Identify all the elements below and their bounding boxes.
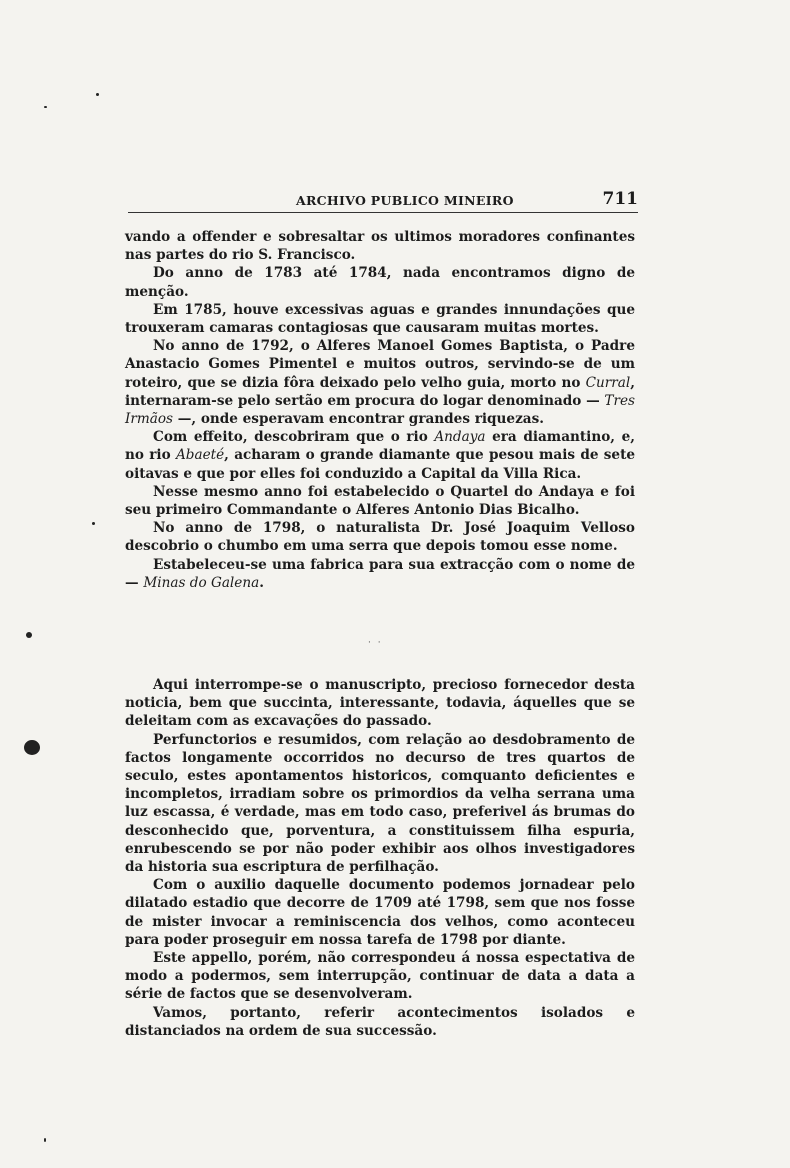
text-run: era diamantino, e, no rio: [125, 429, 635, 464]
place-name: Tres Irmãos: [125, 392, 635, 428]
river-name: Abaeté: [175, 447, 225, 464]
paragraph: Com o auxilio daquelle documento podemos jornadear pelo dilatado estadio que decorre de 1709 até 1798, sem que nos fosse de mister invocar a reminiscencia dos velhos, como aconteceu para poder proseguir em nossa tarefa de 1798 por diante.: [125, 877, 635, 948]
paragraph: [125, 428, 635, 483]
paragraph: Nesse mesmo anno foi estabelecido o Quartel do Andaya e foi seu primeiro Commandante o Alferes Antonio Dias Bicalho.: [125, 483, 635, 519]
body-section-history: [125, 228, 635, 592]
text-run: —, onde esperavam encontrar grandes riquezas.: [173, 411, 544, 428]
paragraph: Vamos, portanto, referir acontecimentos isolados e distanciados na ordem de sua successão.: [125, 1004, 635, 1039]
scan-speck: [92, 522, 95, 525]
page-number: 711: [602, 189, 638, 209]
header-rule: [128, 212, 638, 213]
paragraph: Do anno de 1783 até 1784, nada encontramos digno de menção.: [125, 265, 635, 300]
body-section-commentary: [125, 676, 635, 1040]
paragraph: Em 1785, houve excessivas aguas e grandes innundações que trouxeram camaras contagiosas que causaram muitas mortes.: [125, 301, 635, 337]
scan-speck: [44, 106, 47, 108]
scan-speck: [26, 632, 32, 638]
paragraph: [125, 556, 635, 592]
text-run: Estabeleceu-se uma fabrica para sua extracção com o nome de —: [125, 556, 635, 591]
river-name: Andaya: [434, 429, 486, 446]
paragraph: vando a offender e sobresaltar os ultimos moradores confinantes nas partes do rio S. Francisco.: [125, 229, 635, 264]
text-run: No anno de 1792, o Alferes Manoel Gomes Baptista, o Padre Anastacio Gomes Pimentel e muitos outros, servindo-se de um roteiro, que se dizia fôra deixado pelo velho guia, morto no: [125, 338, 635, 391]
place-name: Minas do Galena: [143, 574, 260, 591]
paragraph: Este appello, porém, não correspondeu á nossa espectativa de modo a podermos, sem interrupção, continuar de data a data a série de factos que se desenvolveram.: [125, 950, 635, 1003]
paragraph: Aqui interrompe-se o manuscripto, precioso fornecedor desta noticia, bem que succinta, interessante, todavia, áquelles que se deleitam com as excavações do passado.: [125, 677, 635, 730]
text-run: , internaram-se pelo sertão em procura do logar denominado —: [125, 374, 635, 409]
paragraph: No anno de 1798, o naturalista Dr. José Joaquim Velloso descobrio o chumbo em uma serra que depois tomou esse nome.: [125, 520, 635, 555]
text-run: .: [259, 574, 264, 591]
text-run: , acharam o grande diamante que pesou mais de sete oitavas e que por elles foi conduzido a Capital da Villa Rica.: [125, 447, 636, 482]
paragraph: Perfunctorios e resumidos, com relação ao desdobramento de factos longamente occorridos no decurso de tres quartos de seculo, estes apontamentos historicos, comquanto deficientes e incompletos, irradiam sobre os primordios da velha serrana uma luz escassa, é verdade, mas em todo caso, preferivel ás brumas do desconhecido que, porventura, a constituissem filha espuria, enrubescendo se por não poder exhibir aos olhos investigadores da historia sua escriptura de perfilhação.: [125, 731, 635, 876]
place-name: Curral: [585, 374, 631, 391]
paragraph: [125, 337, 635, 428]
scan-speck: [96, 93, 99, 96]
section-divider: · ·: [368, 638, 383, 648]
page-header: [128, 190, 638, 216]
scan-speck: [44, 1138, 46, 1142]
text-run: Com effeito, descobriram que o rio: [153, 429, 435, 446]
running-title: ARCHIVO PUBLICO MINEIRO: [296, 193, 514, 208]
scan-blot: [24, 740, 40, 755]
